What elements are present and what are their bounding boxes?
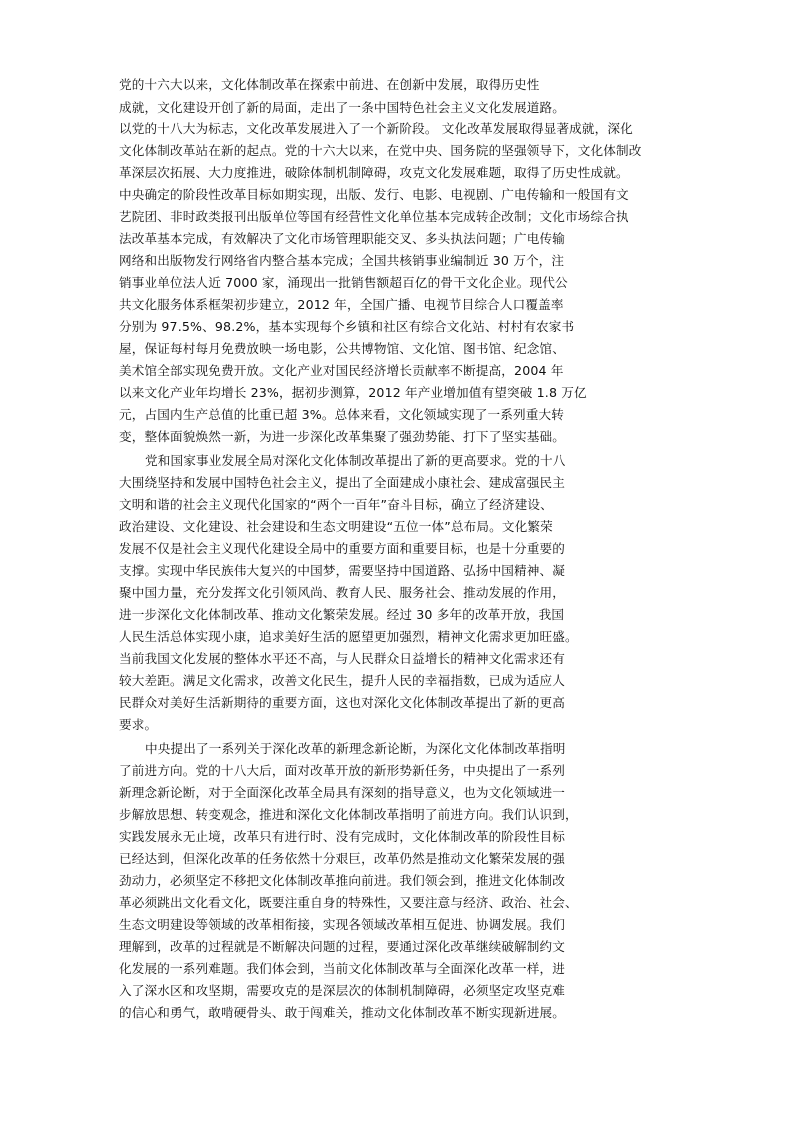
text-line: 入了深水区和攻坚期，需要攻克的是深层次的体制机制障碍，必须坚定攻坚克难 — [119, 983, 566, 998]
text-line: 网络和出版物发行网络省内整合基本完成；全国共核销事业编制近 30 万个，注 — [119, 253, 565, 268]
text-line: 已经达到，但深化改革的任务依然十分艰巨，改革仍然是推动文化繁荣发展的强 — [119, 851, 566, 866]
text-line: 以来文化产业年均增长 23%，据初步测算，2012 年产业增加值有望突破 1.8 万亿 — [119, 385, 587, 400]
text-line: 人民生活总体实现小康，追求美好生活的愿望更加强烈，精神文化需求更加旺盛。 — [119, 629, 578, 644]
text-line: 较大差距。满足文化需求，改善文化民生，提升人民的幸福指数，已成为适应人 — [119, 673, 566, 688]
text-line: 了前进方向。党的十八大后，面对改革开放的新形势新任务，中央提出了一系列 — [119, 763, 566, 778]
paragraph-first-line: 中央提出了一系列关于深化改革的新理念新论断，为深化文化体制改革指明 — [145, 741, 566, 756]
text-line: 中央确定的阶段性改革目标如期实现，出版、发行、电影、电视剧、广电传输和一般国有文 — [119, 187, 629, 202]
text-line: 化发展的一系列难题。我们体会到，当前文化体制改革与全面深化改革一样，进 — [119, 961, 566, 976]
text-line: 以党的十八大为标志，文化改革发展进入了一个新阶段。 文化改革发展取得显著成就，深化 — [119, 121, 633, 136]
text-line: 进一步深化文化体制改革、推动文化繁荣发展。经过 30 多年的改革开放，我国 — [119, 607, 565, 622]
text-line: 理解到，改革的过程就是不断解决问题的过程，要通过深化改革继续破解制约文 — [119, 939, 566, 954]
text-line: 销事业单位法人近 7000 家，涌现出一批销售额超百亿的骨干文化企业。现代公 — [119, 275, 568, 290]
text-line: 支撑。实现中华民族伟大复兴的中国梦，需要坚持中国道路、弘扬中国精神、凝 — [119, 563, 566, 578]
text-line: 实践发展永无止境，改革只有进行时、没有完成时，文化体制改革的阶段性目标 — [119, 829, 566, 844]
text-line: 革必须跳出文化看文化，既要注重自身的特殊性，又要注意与经济、政治、社会、 — [119, 895, 578, 910]
text-line: 分别为 97.5%、98.2%，基本实现每个乡镇和社区有综合文化站、村村有农家书 — [119, 319, 575, 334]
text-line: 共文化服务体系框架初步建立，2012 年，全国广播、电视节目综合人口覆盖率 — [119, 297, 564, 312]
text-line: 屋，保证每村每月免费放映一场电影，公共博物馆、文化馆、图书馆、纪念馆、 — [119, 341, 566, 356]
text-line: 变，整体面貌焕然一新，为进一步深化改革集聚了强劲势能、打下了坚实基础。 — [119, 429, 566, 444]
text-line: 新理念新论断，对于全面深化改革全局具有深刻的指导意义，也为文化领域进一 — [119, 785, 566, 800]
text-line: 聚中国力量，充分发挥文化引领风尚、教育人民、服务社会、推动发展的作用， — [119, 585, 566, 600]
text-line: 的信心和勇气，敢啃硬骨头、敢于闯难关，推动文化体制改革不断实现新进展。 — [119, 1005, 566, 1020]
text-line: 美术馆全部实现免费开放。文化产业对国民经济增长贡献率不断提高，2004 年 — [119, 363, 564, 378]
text-line: 文明和谐的社会主义现代化国家的“两个一百年”奋斗目标，确立了经济建设、 — [119, 497, 553, 512]
text-line: 民群众对美好生活新期待的重要方面，这也对深化文化体制改革提出了新的更高 — [119, 695, 566, 710]
text-line: 法改革基本完成，有效解决了文化市场管理职能交叉、多头执法问题；广电传输 — [119, 231, 566, 246]
text-line: 政治建设、文化建设、社会建设和生态文明建设“五位一体”总布局。文化繁荣 — [119, 519, 553, 534]
text-line: 劲动力，必须坚定不移把文化体制改革推向前进。我们领会到，推进文化体制改 — [119, 873, 566, 888]
text-line: 生态文明建设等领域的改革相衔接，实现各领域改革相互促进、协调发展。我们 — [119, 917, 566, 932]
text-line: 文化体制改革站在新的起点。党的十六大以来，在党中央、国务院的坚强领导下，文化体制改 — [119, 143, 642, 158]
paragraph-first-line: 党和国家事业发展全局对深化文化体制改革提出了新的更高要求。党的十八 — [145, 453, 566, 468]
text-line: 步解放思想、转变观念，推进和深化文化体制改革指明了前进方向。我们认识到， — [119, 807, 578, 822]
text-line: 当前我国文化发展的整体水平还不高，与人民群众日益增长的精神文化需求还有 — [119, 651, 566, 666]
text-line: 成就，文化建设开创了新的局面，走出了一条中国特色社会主义文化发展道路。 — [119, 100, 566, 115]
text-line: 艺院团、非时政类报刊出版单位等国有经营性文化单位基本完成转企改制；文化市场综合执 — [119, 209, 629, 224]
text-line: 大围绕坚持和发展中国特色社会主义，提出了全面建成小康社会、建成富强民主 — [119, 475, 566, 490]
text-line: 党的十六大以来，文化体制改革在探索中前进、在创新中发展，取得历史性 — [119, 77, 540, 92]
text-line: 元，占国内生产总值的比重已超 3%。总体来看，文化领域实现了一系列重大转 — [119, 407, 564, 422]
text-line: 革深层次拓展、大力度推进，破除体制机制障碍，攻克文化发展难题，取得了历史性成就。 — [119, 165, 629, 180]
text-line: 发展不仅是社会主义现代化建设全局中的重要方面和重要目标，也是十分重要的 — [119, 541, 566, 556]
text-line: 要求。 — [119, 717, 158, 732]
